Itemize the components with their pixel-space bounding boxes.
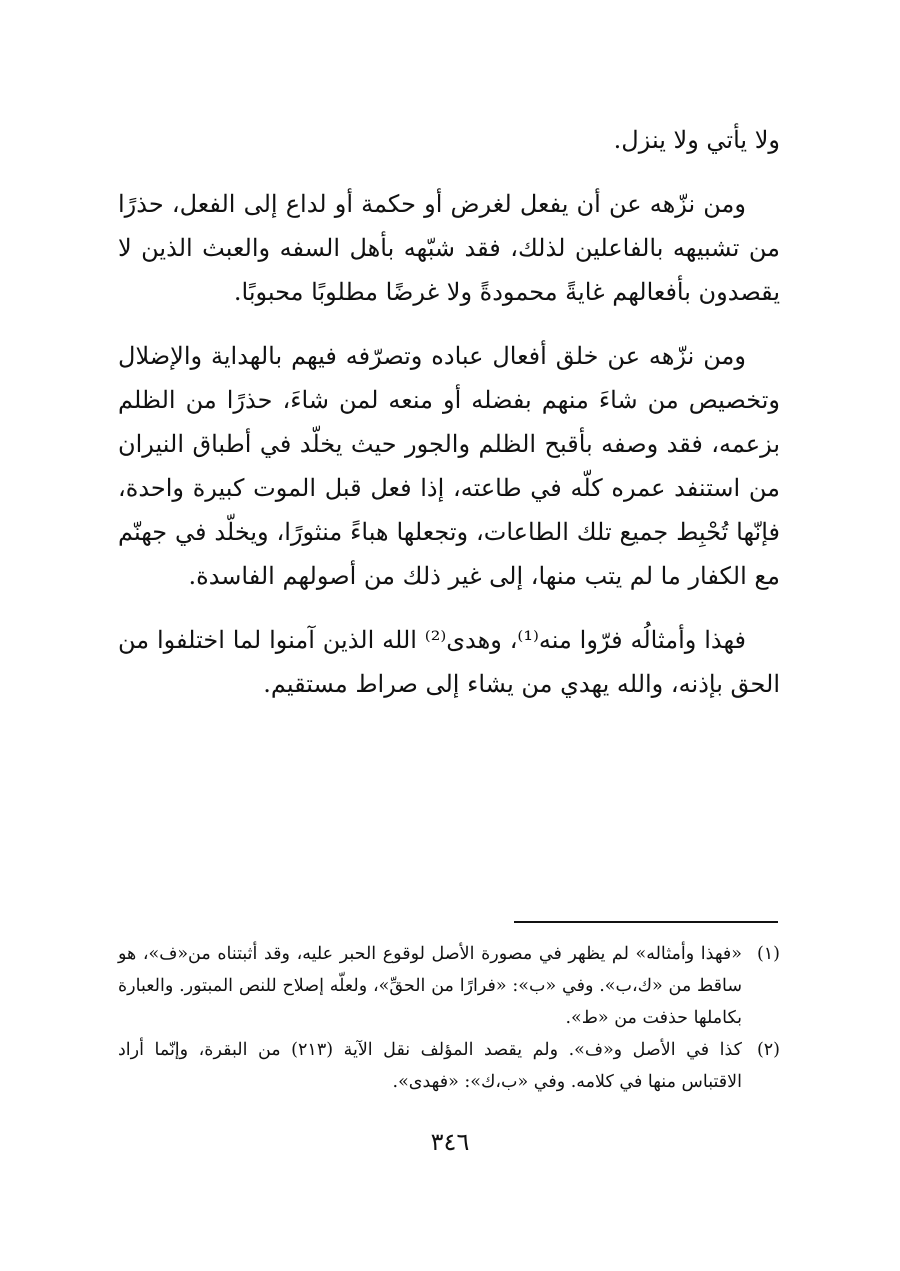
footnote-1-marker: (١) xyxy=(756,944,780,964)
paragraph-3: ومن نزّهه عن خلق أفعال عباده وتصرّفه فيهم بالهداية والإضلال وتخصيص من شاءَ منهم بفضله أو منعه لمن شاءَ، حذرًا من الظلم بزعمه، فقد وصفه بأقبح الظلم والجور حيث يخلّد في أطباق النيران من استنفد عمره كلّه في طاعته، إذا فعل قبل الموت كبيرة واحدة، فإنّها تُحْبِط جميع تلك الطاعات، وتجعلها هباءً منثورًا، ويخلّد في جهنّم مع الكفار ما لم يتب منها، إلى غير ذلك من أصولهم الفاسدة. xyxy=(118,342,780,590)
footnote-2 xyxy=(118,1034,780,1098)
main-text xyxy=(118,118,780,726)
footnote-1 xyxy=(118,938,780,1034)
footnote-2-text: كذا في الأصل و«ف». ولم يقصد المؤلف نقل الآية (٢١٣) من البقرة، وإنّما أراد الاقتباس منها في كلامه. وفي «ب،ك»: «فهدى». xyxy=(118,1040,742,1092)
footnotes xyxy=(118,938,780,1098)
footnote-separator xyxy=(514,921,778,923)
paragraph-4: فهذا وأمثالُه فرّوا منه⁽¹⁾، وهدى⁽²⁾ الله الذين آمنوا لما اختلفوا من الحق بإذنه، والله يهدي من يشاء إلى صراط مستقيم. xyxy=(118,626,780,698)
page-number: ٣٤٦ xyxy=(430,1128,470,1156)
footnote-1-text: «فهذا وأمثاله» لم يظهر في مصورة الأصل لوقوع الحبر عليه، وقد أثبتناه من«ف»، هو ساقط من «ك،ب». وفي «ب»: «فرارًا من الحقِّ»، ولعلّه إصلاح للنص المبتور. والعبارة بكاملها حذفت من «ط». xyxy=(118,944,742,1028)
footnote-2-marker: (٢) xyxy=(756,1040,780,1060)
paragraph-2: ومن نزّهه عن أن يفعل لغرض أو حكمة أو لداع إلى الفعل، حذرًا من تشبيهه بالفاعلين لذلك، فقد شبّهه بأهل السفه والعبث الذين لا يقصدون بأفعالهم غايةً محمودةً ولا غرضًا مطلوبًا محبوبًا. xyxy=(118,190,780,306)
paragraph-1: ولا يأتي ولا ينزل. xyxy=(613,126,780,154)
